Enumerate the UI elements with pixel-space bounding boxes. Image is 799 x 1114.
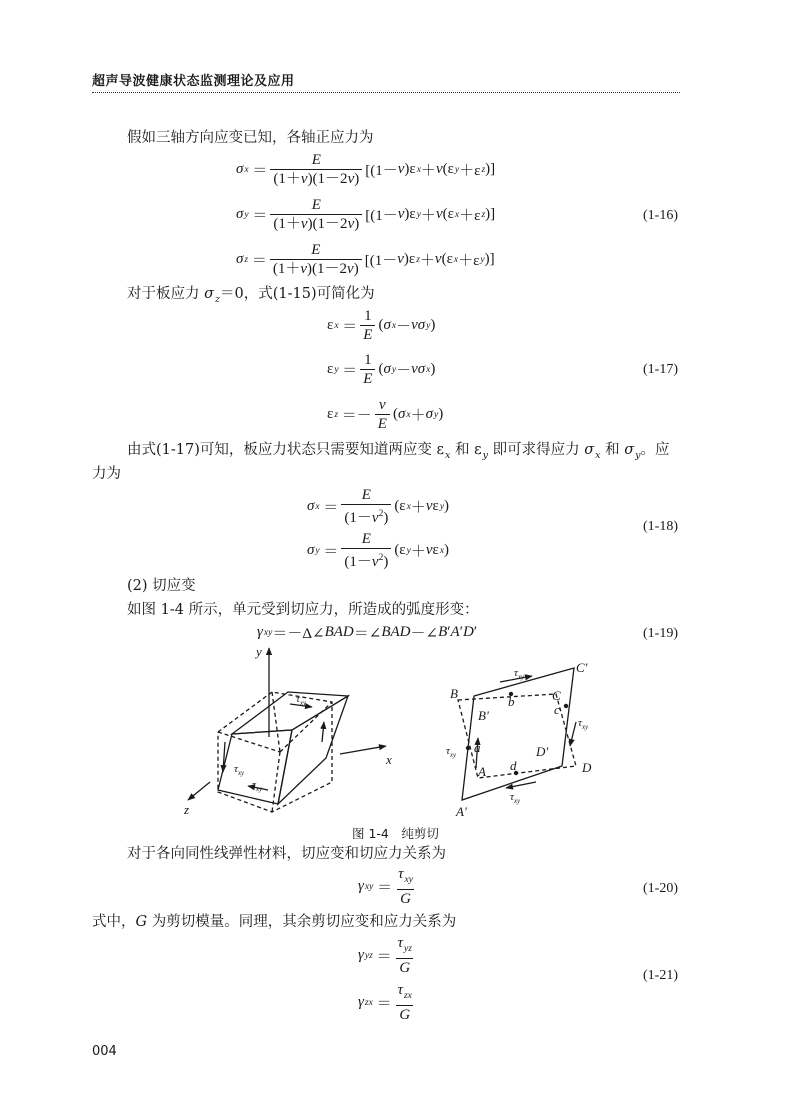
right-tau-right: τ (578, 717, 582, 729)
equation-gamma-zx: γ zx ＝ $\frac{\tau_{zx}}{G}$ (358, 982, 412, 1023)
header-divider (92, 92, 680, 93)
right-tau-sub-bottom: xy (513, 797, 521, 805)
paragraph-two-strains-cont: 力为 (92, 466, 121, 482)
label-C: C (552, 688, 561, 703)
svg-text:τxy (446, 745, 457, 759)
equation-sigma-x: σ x ＝ $\frac{E}{(1+v)(1-2v)}$ [(1－ v )ε x ＋ v (ε y ＋ε z )] (236, 152, 496, 187)
figure-caption: 图 1-4 纯剪切 (352, 826, 439, 841)
svg-text:τxy (510, 791, 521, 805)
equation-number-1-16: (1-16) (643, 208, 678, 223)
right-tau-sub-right: xy (581, 723, 589, 731)
x-axis-arrow (340, 746, 386, 754)
tau-label-bottom: τ (252, 779, 256, 791)
svg-text:τxy (252, 779, 263, 793)
paragraph-shear-intro: 如图 1-4 所示，单元受到切应力，所造成的弧度形变： (127, 602, 479, 618)
label-c: c (554, 702, 560, 717)
right-tau-sub-top: xy (517, 673, 525, 681)
right-tau-sub-left: xy (449, 751, 457, 759)
paragraph-plate-stress: 对于板应力 $\sigma_z=0$，式(1-15)可简化为 (127, 286, 375, 305)
label-A-prime: A' (456, 804, 467, 819)
right-tau-left: τ (446, 745, 450, 757)
running-header: 超声导波健康状态监测理论及应用 (92, 74, 295, 89)
label-a: a (474, 740, 481, 755)
equation-gamma-xy-angle: γ xy ＝－Δ∠ BAD ＝∠ BAD －∠ B ′ A ′ D ′ (257, 624, 478, 642)
paragraph-shear-modulus: 式中，G 为剪切模量。同理，其余剪切应变和应力关系为 (92, 914, 457, 930)
equation-number-1-21: (1-21) (643, 968, 678, 983)
paragraph-two-strains: 由式(1-17)可知，板应力状态只需要知道两应变 $\varepsilon_x$ 和 $\varepsilon_y$ 即可求得应力 $\sigma_x$ 和 $\sigma_y$。应 (127, 442, 670, 461)
equation-epsilon-z: ε z ＝－ $\frac{v}{E}$ ( σ x ＋ σ y ) (327, 397, 444, 432)
equation-sigma-y: σ y ＝ $\frac{E}{(1+v)(1-2v)}$ [(1－ v )ε y ＋ v (ε x ＋ε z )] (236, 197, 496, 232)
z-axis-arrow (188, 782, 210, 800)
right-tau-bottom: τ (510, 791, 514, 803)
right-tau-top: τ (514, 667, 518, 679)
paragraph-intro-stress: 假如三轴方向应变已知，各轴正应力为 (127, 130, 374, 146)
x-axis-label: x (386, 752, 392, 767)
label-B-prime: B' (478, 708, 489, 723)
z-axis-label: z (184, 802, 190, 817)
equation-sigma-x-plate: σ x ＝ $\frac{E}{(1-v^2)}$ (ε x ＋ v ε y ) (307, 487, 450, 526)
tau-sub-bottom: xy (255, 785, 263, 793)
label-b: b (508, 694, 515, 709)
equation-number-1-20: (1-20) (643, 881, 678, 896)
left-3d-element-diagram (188, 648, 386, 812)
equation-epsilon-x: ε x ＝ $\frac{1}{E}$ ( σ x － vσ y ) (327, 308, 436, 343)
point-a (466, 746, 470, 750)
equation-number-1-17: (1-17) (643, 362, 678, 377)
equation-epsilon-y: ε y ＝ $\frac{1}{E}$ ( σ y － vσ x ) (327, 352, 436, 387)
equation-number-1-19: (1-19) (643, 626, 678, 641)
label-D: D (582, 760, 592, 775)
equation-sigma-y-plate: σ y ＝ $\frac{E}{(1-v^2)}$ (ε y ＋ v ε x ) (307, 531, 450, 570)
page-number: 004 (92, 1044, 117, 1059)
equation-gamma-yz: γ yz ＝ $\frac{\tau_{yz}}{G}$ (358, 935, 412, 976)
equation-sigma-z: σ z ＝ $\frac{E}{(1+v)(1-2v)}$ [(1－ v )ε z ＋ v (ε x ＋ε y )] (236, 242, 495, 277)
tau-sub-left: xy (237, 769, 245, 777)
paragraph-isotropic: 对于各向同性线弹性材料，切应变和切应力关系为 (127, 846, 446, 862)
label-d: d (510, 758, 517, 773)
label-A: A (478, 764, 486, 779)
figure-pure-shear (160, 642, 640, 822)
tau-label-left: τ (234, 763, 238, 775)
svg-text:τxy (514, 667, 525, 681)
tau-label-top: τ (296, 693, 300, 705)
equation-number-1-18: (1-18) (643, 519, 678, 534)
section-heading-shear-strain: (2) 切应变 (127, 578, 196, 594)
y-axis-label: y (256, 644, 262, 659)
point-c (564, 704, 568, 708)
label-D-prime: D' (536, 744, 549, 759)
label-C-prime: C' (576, 660, 588, 675)
svg-text:τxy (296, 693, 307, 707)
label-B: B (450, 686, 458, 701)
svg-text:τxy (578, 717, 589, 731)
equation-gamma-xy: γ xy ＝ $\frac{\tau_{xy}}{G}$ (358, 866, 413, 907)
tau-sub-top: xy (299, 699, 307, 707)
svg-text:τxy (234, 763, 245, 777)
